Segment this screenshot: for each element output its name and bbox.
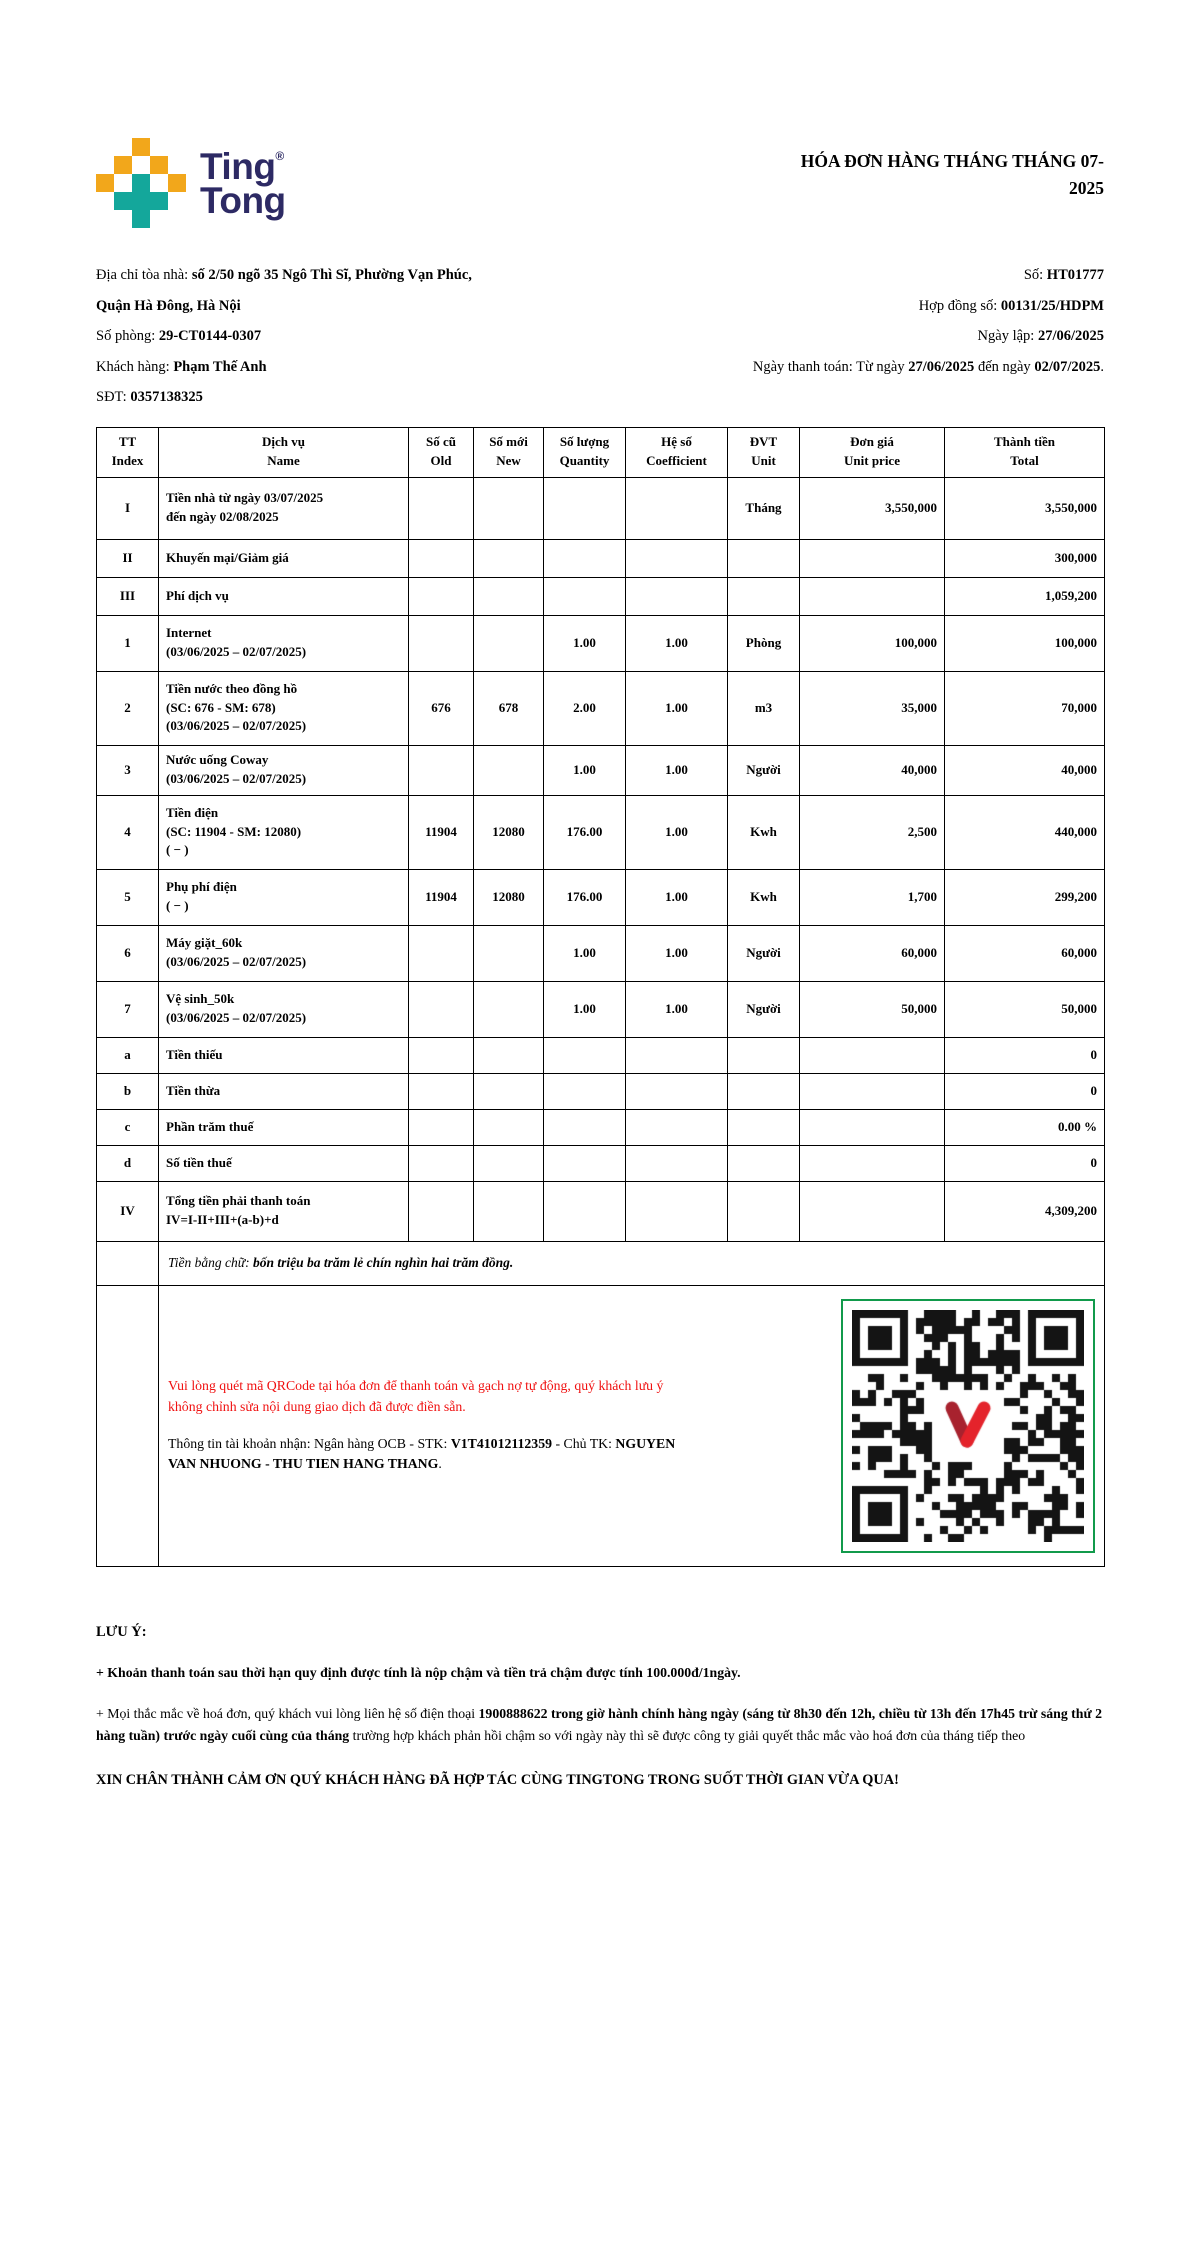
old-cell bbox=[409, 615, 474, 671]
column-header: ĐVT Unit bbox=[728, 427, 800, 477]
customer-name: Khách hàng: Phạm Thế Anh bbox=[96, 358, 267, 375]
qty-cell bbox=[544, 1181, 626, 1241]
qty-cell bbox=[544, 1145, 626, 1181]
column-header: Hệ số Coefficient bbox=[626, 427, 728, 477]
total-cell: 440,000 bbox=[945, 795, 1105, 869]
invoice-info bbox=[96, 260, 1104, 413]
table-row bbox=[97, 981, 1105, 1037]
header bbox=[96, 138, 1104, 228]
price-cell: 100,000 bbox=[800, 615, 945, 671]
total-cell: 4,309,200 bbox=[945, 1181, 1105, 1241]
service-name-cell: Số tiền thuế bbox=[159, 1145, 409, 1181]
total-cell: 1,059,200 bbox=[945, 577, 1105, 615]
service-name-cell: Tiền thiếu bbox=[159, 1037, 409, 1073]
tt-cell: b bbox=[97, 1073, 159, 1109]
unit-cell: Kwh bbox=[728, 869, 800, 925]
old-cell: 11904 bbox=[409, 869, 474, 925]
column-header: Số lượng Quantity bbox=[544, 427, 626, 477]
table-row bbox=[97, 925, 1105, 981]
qty-cell: 176.00 bbox=[544, 869, 626, 925]
logo-mark-icon bbox=[96, 138, 186, 228]
tt-cell: 7 bbox=[97, 981, 159, 1037]
contract-number: Hợp đồng số: 00131/25/HDPM bbox=[918, 297, 1104, 314]
tingtong-logo bbox=[96, 138, 286, 228]
old-cell bbox=[409, 577, 474, 615]
tt-cell: d bbox=[97, 1145, 159, 1181]
table-row bbox=[97, 1181, 1105, 1241]
qr-warning-text: Vui lòng quét mã QRCode tại hóa đơn để thanh toán và gạch nợ tự động, quý khách lưu ý không chỉnh sửa nội dung giao dịch đã được điền sẵn. bbox=[168, 1378, 664, 1414]
price-cell: 60,000 bbox=[800, 925, 945, 981]
coeff-cell bbox=[626, 577, 728, 615]
qty-cell: 1.00 bbox=[544, 981, 626, 1037]
room-number: Số phòng: 29-CT0144-0307 bbox=[96, 328, 262, 344]
service-name-cell: Tiền nước theo đồng hồ (SC: 676 - SM: 678) (03/06/2025 – 02/07/2025) bbox=[159, 671, 409, 745]
total-cell: 0 bbox=[945, 1073, 1105, 1109]
late-payment-note: + Khoản thanh toán sau thời hạn quy định được tính là nộp chậm và tiền trả chậm được tính 100.000đ/1ngày. bbox=[96, 1665, 741, 1681]
new-cell: 678 bbox=[474, 671, 544, 745]
column-header: Số mới New bbox=[474, 427, 544, 477]
new-cell bbox=[474, 1181, 544, 1241]
invoice-title: HÓA ĐƠN HÀNG THÁNG THÁNG 07- 2025 bbox=[800, 151, 1104, 199]
qr-row bbox=[97, 1285, 1105, 1566]
unit-cell: Người bbox=[728, 745, 800, 795]
info-right-column bbox=[620, 260, 1104, 413]
tt-cell: III bbox=[97, 577, 159, 615]
table-row bbox=[97, 577, 1105, 615]
service-name-cell: Phụ phí điện ( − ) bbox=[159, 869, 409, 925]
total-cell: 0 bbox=[945, 1145, 1105, 1181]
coeff-cell bbox=[626, 1073, 728, 1109]
invoice-table-body bbox=[97, 477, 1105, 1241]
table-row bbox=[97, 1037, 1105, 1073]
price-cell: 40,000 bbox=[800, 745, 945, 795]
qr-code bbox=[852, 1310, 1084, 1542]
thank-you-message: XIN CHÂN THÀNH CẢM ƠN QUÝ KHÁCH HÀNG ĐÃ HỢP TÁC CÙNG TINGTONG TRONG SUỐT THỜI GIAN VỪA QUA! bbox=[96, 1771, 899, 1788]
unit-cell: Người bbox=[728, 981, 800, 1037]
table-row bbox=[97, 1109, 1105, 1145]
tt-cell: II bbox=[97, 539, 159, 577]
building-address-line2: Quận Hà Đông, Hà Nội bbox=[96, 297, 241, 314]
service-name-cell: Tổng tiền phải thanh toán IV=I-II+III+(a-b)+d bbox=[159, 1181, 409, 1241]
new-cell bbox=[474, 981, 544, 1037]
tt-cell: 6 bbox=[97, 925, 159, 981]
new-cell bbox=[474, 745, 544, 795]
amount-in-words: Tiền bằng chữ: bốn triệu ba trăm lẻ chín nghìn hai trăm đồng. bbox=[168, 1255, 514, 1270]
amount-in-words-row bbox=[97, 1241, 1105, 1285]
total-cell: 60,000 bbox=[945, 925, 1105, 981]
new-cell bbox=[474, 1109, 544, 1145]
price-cell bbox=[800, 1145, 945, 1181]
new-cell bbox=[474, 539, 544, 577]
coeff-cell: 1.00 bbox=[626, 981, 728, 1037]
service-name-cell: Tiền thừa bbox=[159, 1073, 409, 1109]
service-name-cell: Phần trăm thuế bbox=[159, 1109, 409, 1145]
table-row bbox=[97, 615, 1105, 671]
price-cell bbox=[800, 577, 945, 615]
info-left-column bbox=[96, 260, 620, 413]
service-name-cell: Phí dịch vụ bbox=[159, 577, 409, 615]
coeff-cell bbox=[626, 477, 728, 539]
total-cell: 100,000 bbox=[945, 615, 1105, 671]
new-cell bbox=[474, 1073, 544, 1109]
payment-period: Ngày thanh toán: Từ ngày 27/06/2025 đến ngày 02/07/2025. bbox=[752, 358, 1104, 375]
total-cell: 50,000 bbox=[945, 981, 1105, 1037]
service-name-cell: Internet (03/06/2025 – 02/07/2025) bbox=[159, 615, 409, 671]
new-cell bbox=[474, 477, 544, 539]
qty-cell bbox=[544, 1073, 626, 1109]
invoice-number: Số: HT01777 bbox=[1023, 267, 1104, 283]
qty-cell bbox=[544, 1109, 626, 1145]
table-row bbox=[97, 795, 1105, 869]
account-number: V1T41012112359 bbox=[450, 1435, 552, 1451]
table-row bbox=[97, 1145, 1105, 1181]
coeff-cell bbox=[626, 539, 728, 577]
tt-cell: 5 bbox=[97, 869, 159, 925]
price-cell: 1,700 bbox=[800, 869, 945, 925]
payment-instructions bbox=[168, 1376, 687, 1475]
total-cell: 70,000 bbox=[945, 671, 1105, 745]
old-cell bbox=[409, 1109, 474, 1145]
price-cell: 50,000 bbox=[800, 981, 945, 1037]
tt-cell: a bbox=[97, 1037, 159, 1073]
unit-cell bbox=[728, 1145, 800, 1181]
qty-cell bbox=[544, 539, 626, 577]
new-cell bbox=[474, 615, 544, 671]
tt-cell: 3 bbox=[97, 745, 159, 795]
account-info: Thông tin tài khoản nhận: Ngân hàng OCB - STK: V1T41012112359 - Chủ TK: NGUYEN VAN NHUONG - THU TIEN HANG THANG. bbox=[168, 1435, 676, 1472]
qty-cell: 2.00 bbox=[544, 671, 626, 745]
qty-cell: 176.00 bbox=[544, 795, 626, 869]
price-cell: 35,000 bbox=[800, 671, 945, 745]
customer-phone: SĐT: 0357138325 bbox=[96, 389, 203, 405]
old-cell: 676 bbox=[409, 671, 474, 745]
unit-cell bbox=[728, 1109, 800, 1145]
price-cell: 2,500 bbox=[800, 795, 945, 869]
table-row bbox=[97, 1073, 1105, 1109]
old-cell bbox=[409, 477, 474, 539]
hotline-number: 1900888622 trong giờ hành chính hàng ngày (sáng từ 8h30 đến 12h, chiều từ 13h đến 17h45 trừ sáng thứ 2 hàng tuần) trước ngày cuối cùng của tháng bbox=[96, 1706, 1103, 1743]
old-cell bbox=[409, 1181, 474, 1241]
coeff-cell bbox=[626, 1181, 728, 1241]
table-row bbox=[97, 477, 1105, 539]
qty-cell bbox=[544, 577, 626, 615]
new-cell: 12080 bbox=[474, 869, 544, 925]
price-cell bbox=[800, 1109, 945, 1145]
table-header-row bbox=[97, 427, 1105, 477]
new-cell bbox=[474, 577, 544, 615]
coeff-cell: 1.00 bbox=[626, 925, 728, 981]
tt-cell: 2 bbox=[97, 671, 159, 745]
price-cell: 3,550,000 bbox=[800, 477, 945, 539]
tt-cell: IV bbox=[97, 1181, 159, 1241]
service-name-cell: Vệ sinh_50k (03/06/2025 – 02/07/2025) bbox=[159, 981, 409, 1037]
new-cell: 12080 bbox=[474, 795, 544, 869]
total-cell: 0.00 % bbox=[945, 1109, 1105, 1145]
tt-cell: 1 bbox=[97, 615, 159, 671]
registered-mark: ® bbox=[275, 149, 284, 163]
table-row bbox=[97, 869, 1105, 925]
coeff-cell: 1.00 bbox=[626, 671, 728, 745]
qty-cell: 1.00 bbox=[544, 925, 626, 981]
total-cell: 0 bbox=[945, 1037, 1105, 1073]
column-header: Thành tiền Total bbox=[945, 427, 1105, 477]
qty-cell: 1.00 bbox=[544, 615, 626, 671]
footer-notes bbox=[96, 1621, 1104, 1791]
service-name-cell: Tiền điện (SC: 11904 - SM: 12080) ( − ) bbox=[159, 795, 409, 869]
price-cell bbox=[800, 1037, 945, 1073]
coeff-cell bbox=[626, 1037, 728, 1073]
empty-cell bbox=[97, 1241, 159, 1285]
new-cell bbox=[474, 925, 544, 981]
coeff-cell: 1.00 bbox=[626, 795, 728, 869]
total-cell: 300,000 bbox=[945, 539, 1105, 577]
service-name-cell: Nước uống Coway (03/06/2025 – 02/07/2025) bbox=[159, 745, 409, 795]
old-cell bbox=[409, 1073, 474, 1109]
qty-cell bbox=[544, 1037, 626, 1073]
old-cell bbox=[409, 1037, 474, 1073]
unit-cell: Người bbox=[728, 925, 800, 981]
building-address: Địa chỉ tòa nhà: số 2/50 ngõ 35 Ngô Thì Sĩ, Phường Vạn Phúc, bbox=[96, 267, 472, 283]
new-cell bbox=[474, 1145, 544, 1181]
unit-cell: Kwh bbox=[728, 795, 800, 869]
service-name-cell: Khuyến mại/Giảm giá bbox=[159, 539, 409, 577]
invoice-table bbox=[96, 427, 1105, 1567]
tt-cell: c bbox=[97, 1109, 159, 1145]
qr-code-frame bbox=[841, 1299, 1095, 1553]
empty-cell bbox=[97, 1285, 159, 1566]
old-cell bbox=[409, 925, 474, 981]
table-row bbox=[97, 745, 1105, 795]
price-cell bbox=[800, 1181, 945, 1241]
qty-cell: 1.00 bbox=[544, 745, 626, 795]
total-cell: 3,550,000 bbox=[945, 477, 1105, 539]
total-cell: 40,000 bbox=[945, 745, 1105, 795]
coeff-cell: 1.00 bbox=[626, 745, 728, 795]
old-cell bbox=[409, 981, 474, 1037]
unit-cell: Phòng bbox=[728, 615, 800, 671]
service-name-cell: Máy giặt_60k (03/06/2025 – 02/07/2025) bbox=[159, 925, 409, 981]
price-cell bbox=[800, 539, 945, 577]
old-cell bbox=[409, 745, 474, 795]
price-cell bbox=[800, 1073, 945, 1109]
coeff-cell: 1.00 bbox=[626, 615, 728, 671]
notes-heading: LƯU Ý: bbox=[96, 1623, 147, 1640]
unit-cell bbox=[728, 1073, 800, 1109]
unit-cell bbox=[728, 577, 800, 615]
new-cell bbox=[474, 1037, 544, 1073]
column-header: Dịch vụ Name bbox=[159, 427, 409, 477]
coeff-cell bbox=[626, 1109, 728, 1145]
coeff-cell bbox=[626, 1145, 728, 1181]
old-cell: 11904 bbox=[409, 795, 474, 869]
unit-cell bbox=[728, 539, 800, 577]
unit-cell bbox=[728, 1181, 800, 1241]
old-cell bbox=[409, 539, 474, 577]
table-row bbox=[97, 671, 1105, 745]
unit-cell bbox=[728, 1037, 800, 1073]
logo-wordmark: Ting® Tong bbox=[200, 146, 286, 222]
unit-cell: m3 bbox=[728, 671, 800, 745]
column-header: Số cũ Old bbox=[409, 427, 474, 477]
total-cell: 299,200 bbox=[945, 869, 1105, 925]
service-name-cell: Tiền nhà từ ngày 03/07/2025 đến ngày 02/08/2025 bbox=[159, 477, 409, 539]
table-row bbox=[97, 539, 1105, 577]
column-header: Đơn giá Unit price bbox=[800, 427, 945, 477]
qty-cell bbox=[544, 477, 626, 539]
issue-date: Ngày lập: 27/06/2025 bbox=[977, 328, 1104, 344]
unit-cell: Tháng bbox=[728, 477, 800, 539]
hotline-note: + Mọi thắc mắc về hoá đơn, quý khách vui lòng liên hệ số điện thoại 1900888622 trong giờ hành chính hàng ngày (sáng từ 8h30 đến 12h, chiều từ 13h đến 17h45 trừ sáng thứ 2 hàng tuần) trước ngày cuối cùng của tháng trường hợp khách phản hồi chậm so với ngày này thì sẽ được công ty giải quyết thắc mắc vào hoá đơn của tháng tiếp theo bbox=[96, 1706, 1103, 1743]
tt-cell: I bbox=[97, 477, 159, 539]
tt-cell: 4 bbox=[97, 795, 159, 869]
column-header: TT Index bbox=[97, 427, 159, 477]
coeff-cell: 1.00 bbox=[626, 869, 728, 925]
account-holder: NGUYEN VAN NHUONG - THU TIEN HANG THANG bbox=[168, 1435, 676, 1472]
old-cell bbox=[409, 1145, 474, 1181]
